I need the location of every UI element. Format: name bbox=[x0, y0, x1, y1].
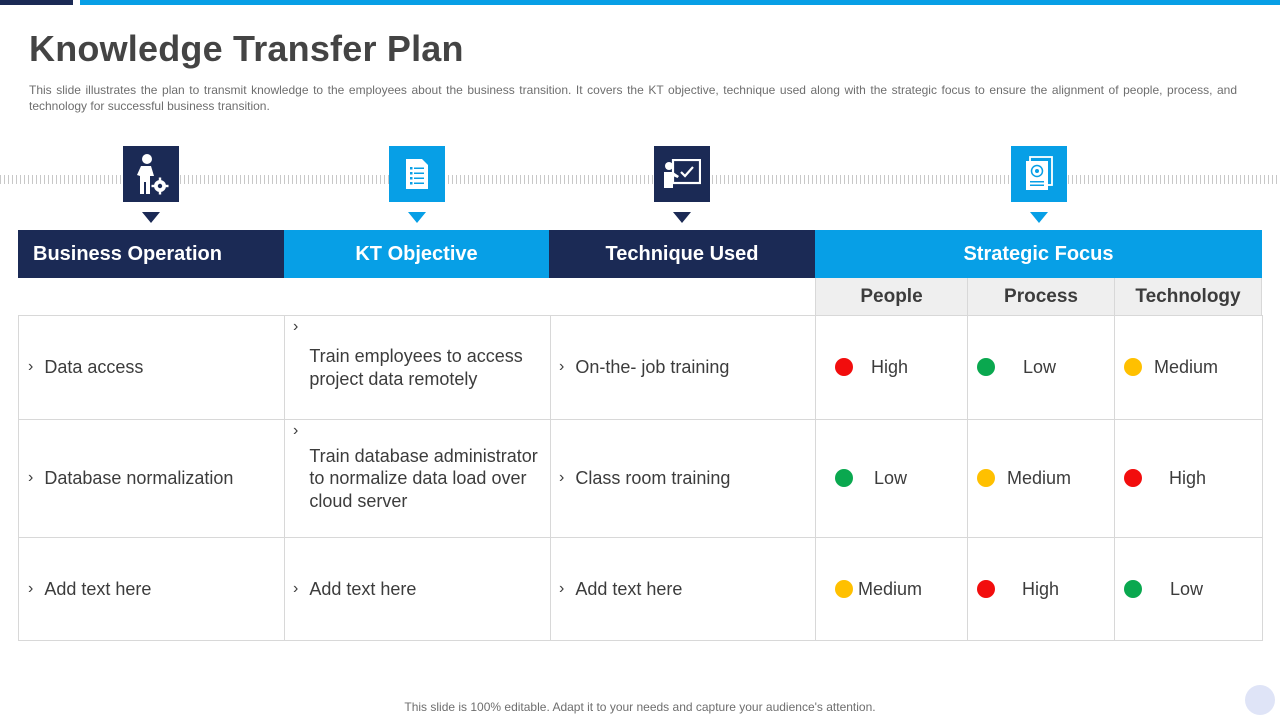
chevron-right-icon: › bbox=[28, 358, 34, 376]
top-accent-bar-dark bbox=[0, 0, 73, 5]
chevron-right-icon: › bbox=[559, 469, 565, 487]
status-dot-high bbox=[835, 358, 853, 376]
table-cell-technique: › Class room training bbox=[559, 468, 731, 489]
rating-technology: High bbox=[1124, 467, 1206, 489]
rating-technology: Low bbox=[1124, 578, 1203, 600]
pointer-triangle bbox=[142, 212, 160, 223]
table-cell-objective: › Train employees to access project data remotely bbox=[293, 318, 523, 389]
rating-process: High bbox=[977, 578, 1059, 600]
chevron-right-icon: › bbox=[293, 579, 299, 597]
timeline-dotted-line bbox=[0, 175, 1280, 184]
chevron-right-icon: › bbox=[28, 579, 34, 597]
status-dot-low bbox=[835, 469, 853, 487]
chevron-right-icon: › bbox=[28, 469, 34, 487]
chevron-right-icon: › bbox=[559, 358, 565, 376]
page-title: Knowledge Transfer Plan bbox=[29, 28, 464, 69]
pointer-triangle bbox=[673, 212, 691, 223]
header-technique-used: Technique Used bbox=[549, 230, 815, 278]
rating-technology: Medium bbox=[1124, 356, 1218, 378]
rating-process: Low bbox=[977, 356, 1056, 378]
presentation-board-icon bbox=[654, 146, 710, 202]
pointer-triangle bbox=[408, 212, 426, 223]
header-strategic-focus: Strategic Focus bbox=[815, 230, 1262, 278]
status-dot-high bbox=[977, 580, 995, 598]
status-dot-high bbox=[1124, 469, 1142, 487]
table-cell-objective: › Train database administrator to normalize data load over cloud server bbox=[293, 422, 538, 511]
subheader-process: Process bbox=[967, 278, 1115, 316]
chevron-right-icon: › bbox=[293, 422, 299, 439]
target-document-icon bbox=[1011, 146, 1067, 202]
rating-people: High bbox=[835, 356, 908, 378]
pointer-triangle bbox=[1030, 212, 1048, 223]
subheader-people: People bbox=[815, 278, 968, 316]
header-business-operation: Business Operation bbox=[18, 230, 284, 278]
table-cell-operation: › Add text here bbox=[28, 578, 152, 599]
table-cell-technique: › Add text here bbox=[559, 578, 683, 599]
rating-people: Low bbox=[835, 467, 907, 489]
chevron-right-icon: › bbox=[559, 579, 565, 597]
document-list-icon bbox=[389, 146, 445, 202]
table-cell-technique: › On-the- job training bbox=[559, 357, 730, 378]
subheader-technology: Technology bbox=[1114, 278, 1262, 316]
status-dot-medium bbox=[835, 580, 853, 598]
table-cell-operation: › Data access bbox=[28, 357, 144, 378]
table-cell-objective: › Add text here bbox=[293, 578, 417, 599]
page-description: This slide illustrates the plan to transmit knowledge to the employees about the business transition. It covers the KT objective, technique used along with the strategic focus to ensure the alignment of people, process, and technology for successful business transition. bbox=[29, 83, 1237, 113]
corner-decoration bbox=[1245, 685, 1275, 715]
top-accent-bar-blue bbox=[80, 0, 1280, 5]
status-dot-low bbox=[1124, 580, 1142, 598]
status-dot-low bbox=[977, 358, 995, 376]
table-cell-operation: › Database normalization bbox=[28, 468, 234, 489]
rating-process: Medium bbox=[977, 467, 1071, 489]
chevron-right-icon: › bbox=[293, 318, 299, 335]
status-dot-medium bbox=[977, 469, 995, 487]
header-kt-objective: KT Objective bbox=[284, 230, 549, 278]
person-gear-icon bbox=[123, 146, 179, 202]
status-dot-medium bbox=[1124, 358, 1142, 376]
rating-people: Medium bbox=[835, 578, 922, 600]
footer-note: This slide is 100% editable. Adapt it to your needs and capture your audience's attention. bbox=[404, 700, 876, 714]
